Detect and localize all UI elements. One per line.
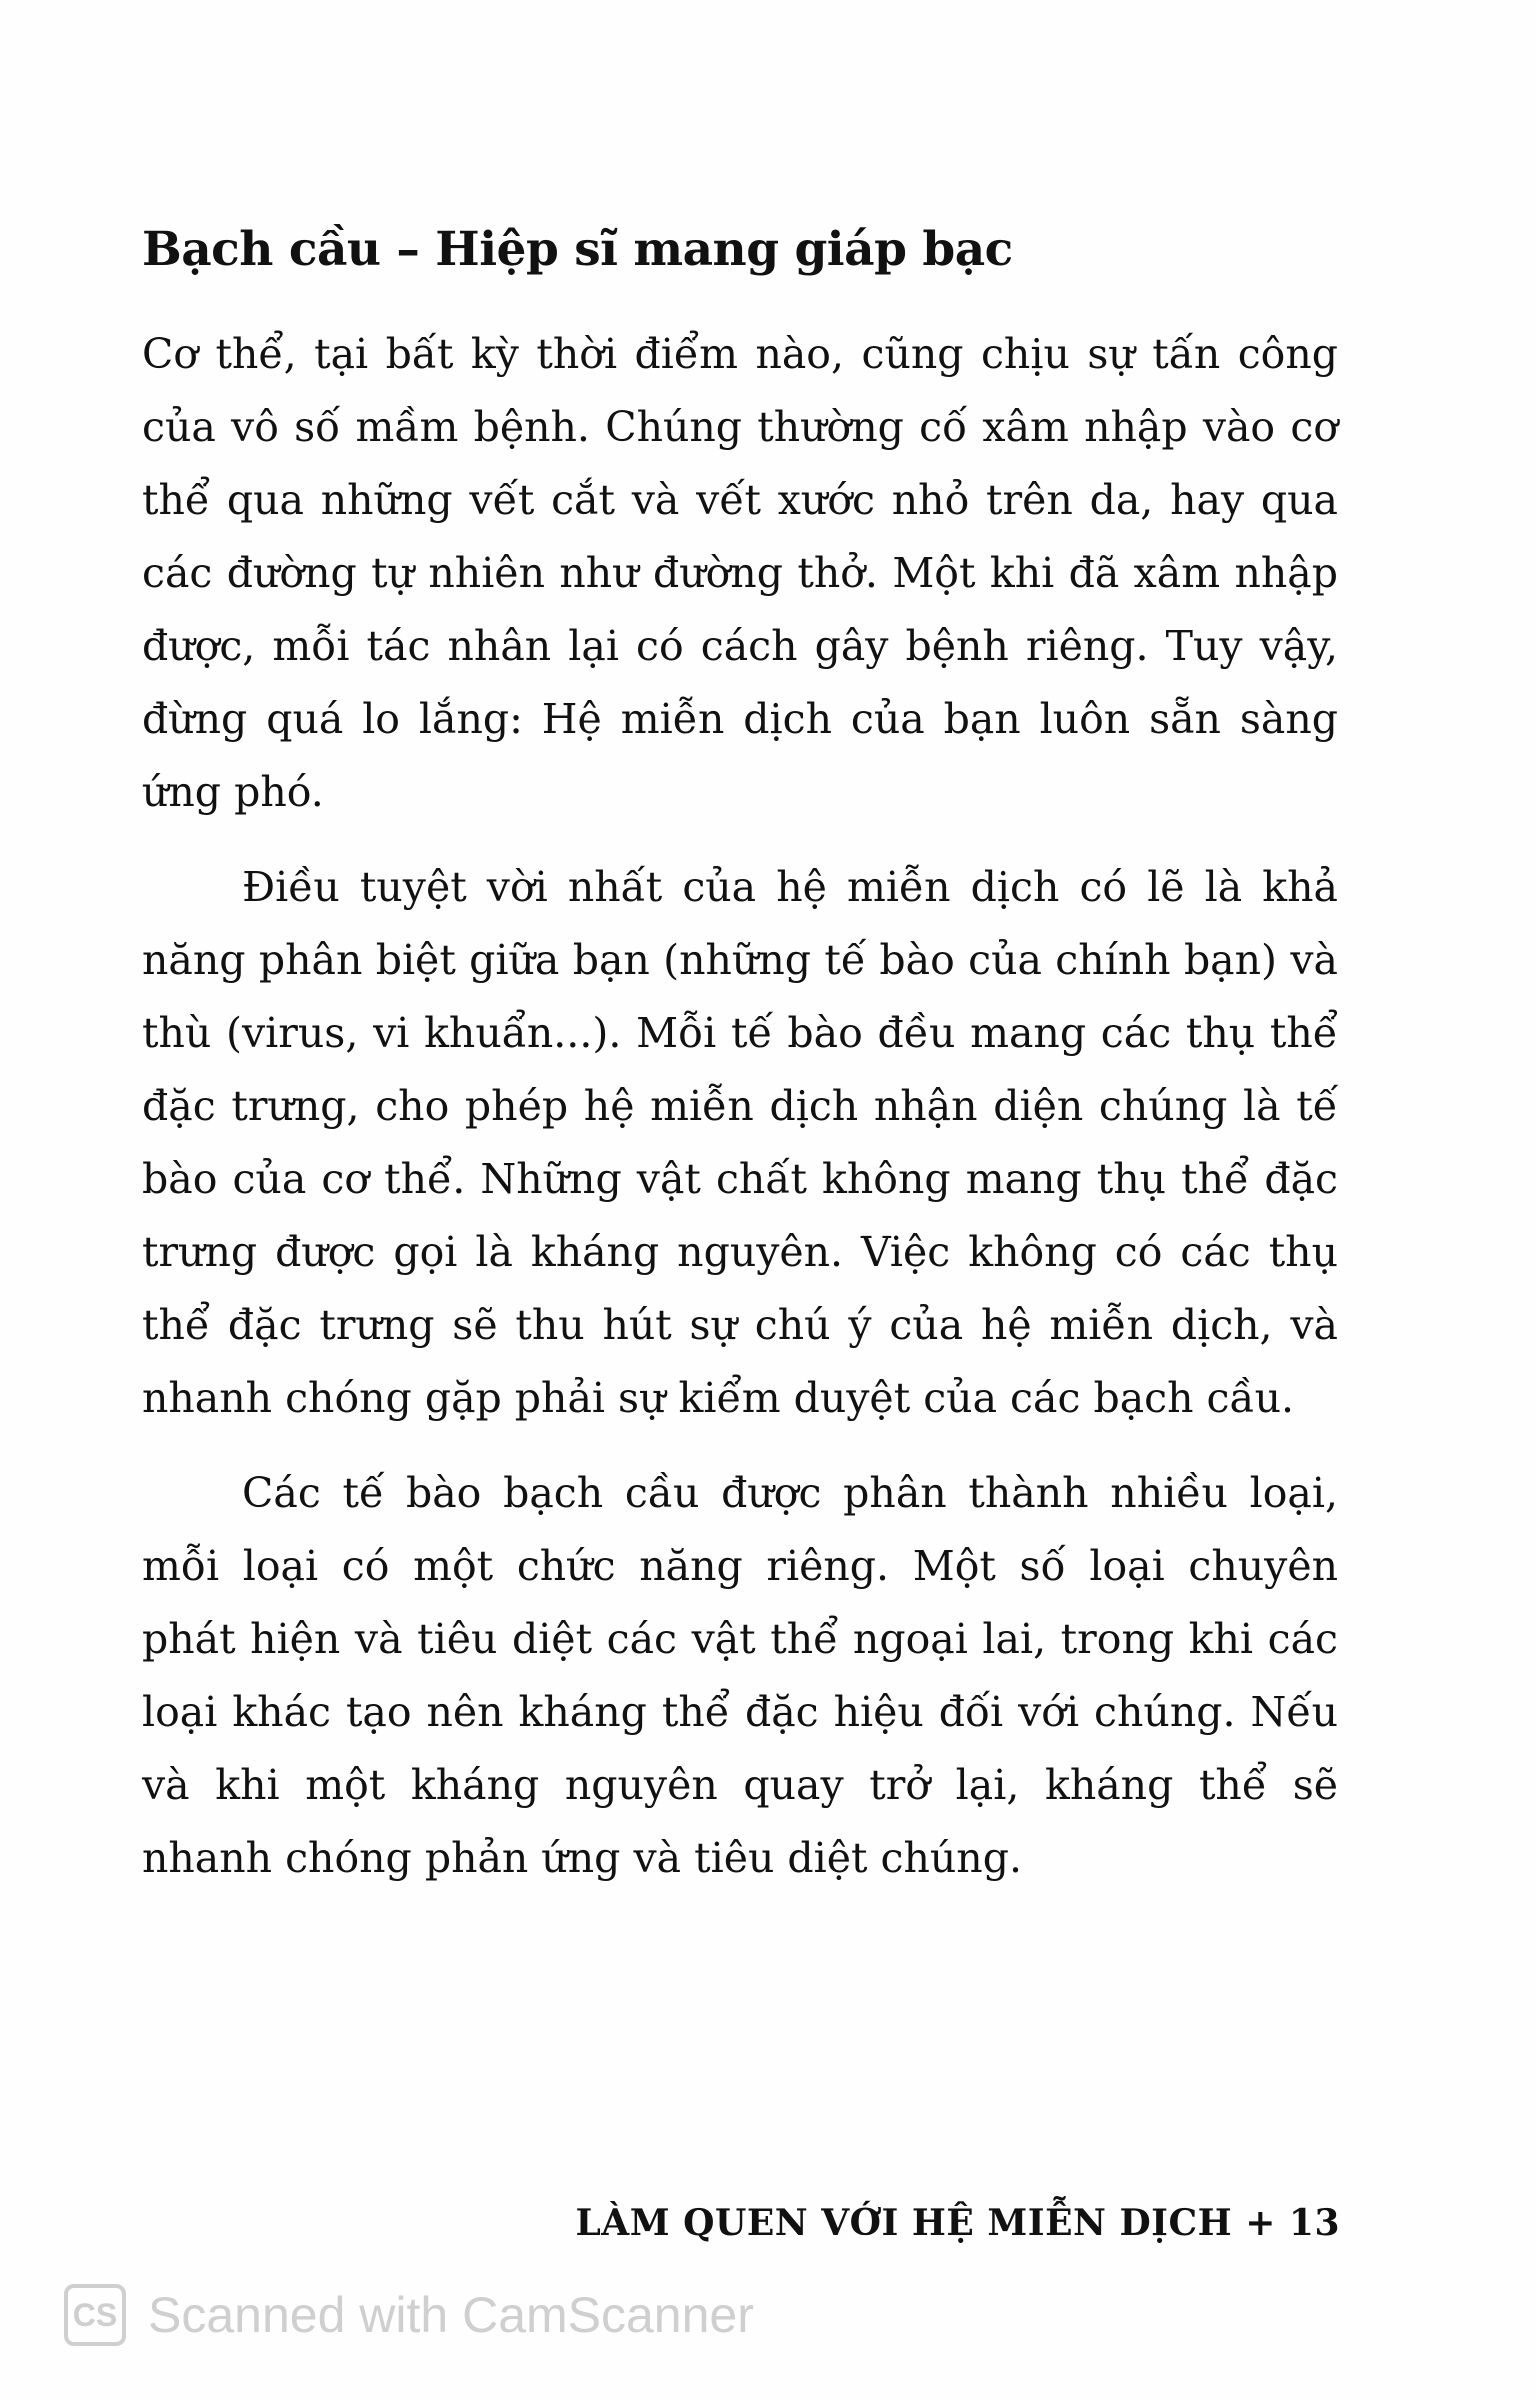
page-footer: LÀM QUEN VỚI HỆ MIỄN DỊCH + 13	[575, 2202, 1340, 2244]
paragraph-2: Điều tuyệt vời nhất của hệ miễn dịch có lẽ là khả năng phân biệt giữa bạn (những tế bào của chính bạn) và thù (virus, vi khuẩn...). Mỗi tế bào đều mang các thụ thể đặc trưng, cho phép hệ miễn dịch nhận diện chúng là tế bào của cơ thể. Những vật chất không mang thụ thể đặc trưng được gọi là kháng nguyên. Việc không có các thụ thể đặc trưng sẽ thu hút sự chú ý của hệ miễn dịch, và nhanh chóng gặp phải sự kiểm duyệt của các bạch cầu.	[142, 863, 1338, 1422]
camscanner-watermark	[64, 2284, 754, 2346]
watermark-text: Scanned with CamScanner	[148, 2287, 754, 2343]
paragraph-1: Cơ thể, tại bất kỳ thời điểm nào, cũng chịu sự tấn công của vô số mầm bệnh. Chúng thường cố xâm nhập vào cơ thể qua những vết cắt và vết xước nhỏ trên da, hay qua các đường tự nhiên như đường thở. Một khi đã xâm nhập được, mỗi tác nhân lại có cách gây bệnh riêng. Tuy vậy, đừng quá lo lắng: Hệ miễn dịch của bạn luôn sẵn sàng ứng phó.	[142, 330, 1338, 816]
body-text	[142, 318, 1338, 1895]
paragraph-3: Các tế bào bạch cầu được phân thành nhiều loại, mỗi loại có một chức năng riêng. Một số loại chuyên phát hiện và tiêu diệt các vật thể ngoại lai, trong khi các loại khác tạo nên kháng thể đặc hiệu đối với chúng. Nếu và khi một kháng nguyên quay trở lại, kháng thể sẽ nhanh chóng phản ứng và tiêu diệt chúng.	[142, 1469, 1338, 1882]
camscanner-logo-icon: CS	[64, 2284, 126, 2346]
section-heading: Bạch cầu – Hiệp sĩ mang giáp bạc	[142, 222, 1013, 277]
